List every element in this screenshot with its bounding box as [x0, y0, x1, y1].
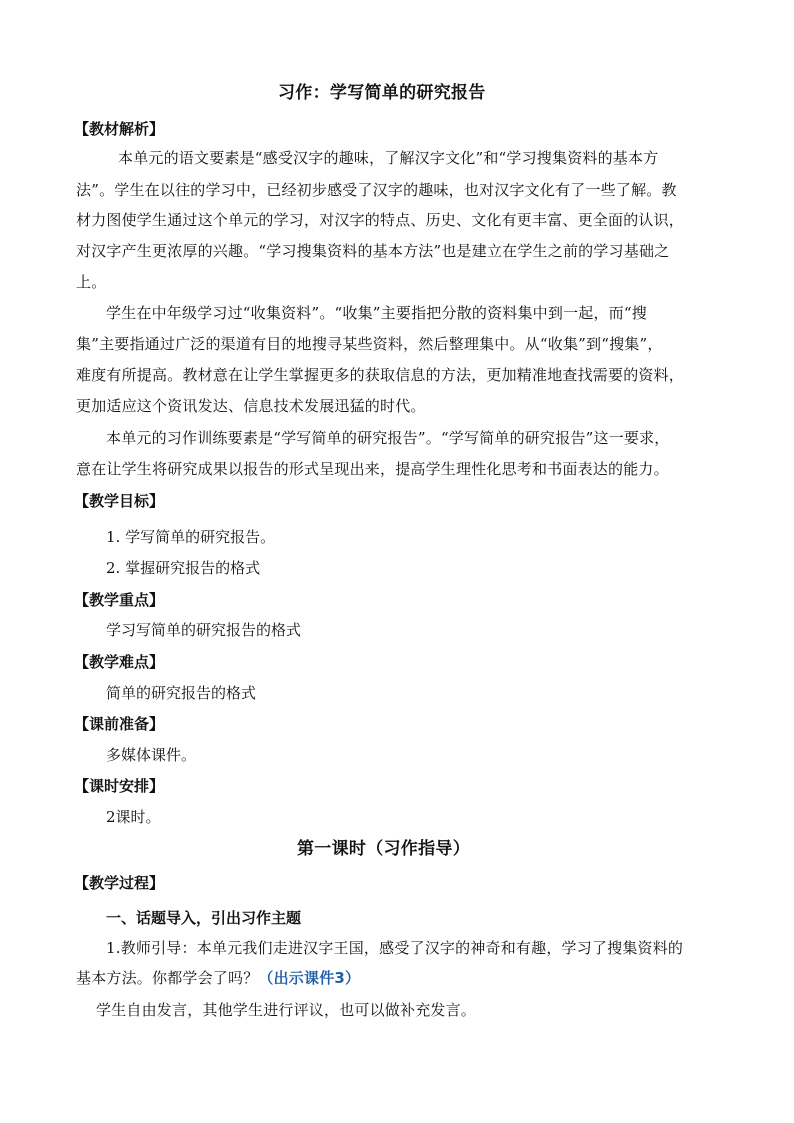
section-heading-material: 【教材解析】: [74, 120, 165, 138]
material-line: 上。: [76, 273, 107, 291]
material-line: 学生在中年级学习过“收集资料”。“收集”主要指把分散的资料集中到一起，而“搜: [106, 304, 647, 322]
step-text-fragment: 基本方法。你都学会了吗？: [76, 969, 259, 987]
material-line: 本单元的语文要素是“感受汉字的趣味，了解汉字文化”和“学习搜集资料的基本方: [118, 149, 659, 167]
section-heading-prep: 【课前准备】: [74, 715, 165, 733]
difficulty-text: 简单的研究报告的格式: [106, 684, 257, 702]
step-text-line: 1.教师引导：本单元我们走进汉字王国，感受了汉字的神奇和有趣，学习了搜集资料的: [106, 939, 684, 957]
key-point-text: 学习写简单的研究报告的格式: [106, 621, 302, 639]
section-heading-goals: 【教学目标】: [74, 492, 165, 510]
material-line: 更加适应这个资讯发达、信息技术发展迅猛的时代。: [76, 397, 426, 415]
material-line: 材力图使学生通过这个单元的学习，对汉字的特点、历史、文化有更丰富、更全面的认识，: [76, 211, 685, 229]
courseware-hint: （出示课件3）: [258, 969, 361, 987]
material-line: 意在让学生将研究成果以报告的形式呈现出来，提高学生理性化思考和书面表达的能力。: [76, 460, 669, 478]
step-text-line: [76, 968, 360, 988]
step-text-line: 学生自由发言，其他学生进行评议，也可以做补充发言。: [96, 1001, 477, 1019]
material-line: 对汉字产生更浓厚的兴趣。“学习搜集资料的基本方法”也是建立在学生之前的学习基础之: [76, 242, 670, 260]
goal-item: 1. 学写简单的研究报告。: [106, 528, 276, 546]
step-heading: 一、话题导入，引出习作主题: [106, 909, 302, 927]
prep-text: 多媒体课件。: [106, 746, 197, 764]
section-heading-difficulty: 【教学难点】: [74, 653, 165, 671]
material-line: 难度有所提高。教材意在让学生掌握更多的获取信息的方法，更加精准地查找需要的资料，: [76, 366, 685, 384]
section-heading-schedule: 【课时安排】: [74, 777, 165, 795]
goal-item: 2. 掌握研究报告的格式: [106, 559, 261, 577]
lesson-title: 第一课时（习作指导）: [297, 839, 470, 859]
material-line: 集”主要指通过广泛的渠道有目的地搜寻某些资料，然后整理集中。从“收集”到“搜集”，: [76, 335, 663, 353]
schedule-text: 2课时。: [106, 808, 161, 826]
material-line: 法”。学生在以往的学习中，已经初步感受了汉字的趣味，也对汉字文化有了一些了解。教: [76, 181, 677, 199]
document-title: 习作：学写简单的研究报告: [278, 83, 486, 103]
section-heading-process: 【教学过程】: [74, 874, 165, 892]
material-line: 本单元的习作训练要素是“学写简单的研究报告”。“学写简单的研究报告”这一要求，: [106, 429, 670, 447]
section-heading-key: 【教学重点】: [74, 591, 165, 609]
